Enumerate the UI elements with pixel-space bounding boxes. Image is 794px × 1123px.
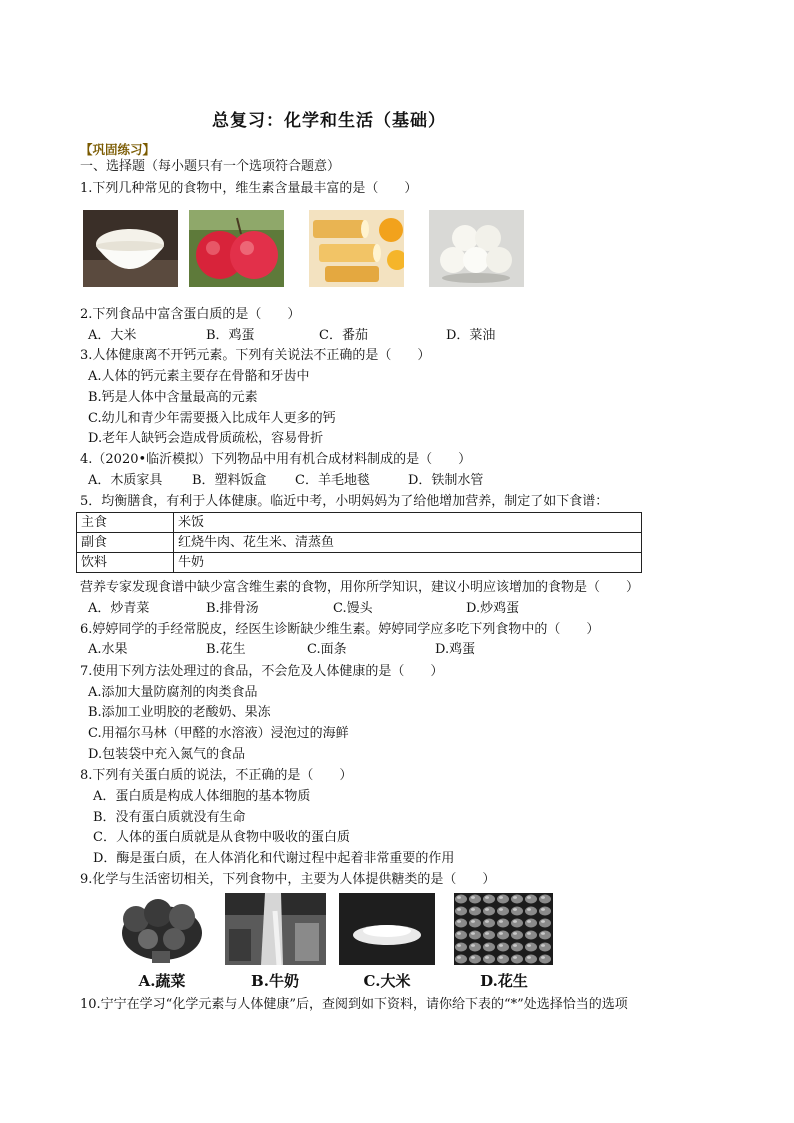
table-row xyxy=(77,513,642,533)
option-c: C．羊毛地毯 xyxy=(295,473,370,488)
option-d: D．铁制水管 xyxy=(408,473,484,488)
caption-d: D.花生 xyxy=(480,972,528,990)
question-1-stem: 1.下列几种常见的食物中，维生素含量最丰富的是（ ） xyxy=(80,181,418,196)
option-a: A．木质家具 xyxy=(88,473,163,488)
table-row xyxy=(77,533,642,553)
steamed-buns-image xyxy=(429,210,524,287)
rice-image xyxy=(339,893,435,965)
caption-c: C.大米 xyxy=(363,972,411,990)
question-8-option-a: A．蛋白质是构成人体细胞的基本物质 xyxy=(93,789,311,804)
question-4-stem: 4.（2020•临沂模拟）下列物品中用有机合成材料制成的是（ ） xyxy=(80,452,472,467)
question-2-stem: 2.下列食品中富含蛋白质的是（ ） xyxy=(80,307,301,322)
option-b: B.排骨汤 xyxy=(206,601,259,616)
section-heading: 一、选择题（每小题只有一个选项符合题意） xyxy=(80,159,341,174)
section-badge: 【巩固练习】 xyxy=(80,142,156,157)
question-3-stem: 3.人体健康离不开钙元素。下列有关说法不正确的是（ ） xyxy=(80,348,431,363)
option-b: B.花生 xyxy=(206,642,246,657)
question-3-option-b: B.钙是人体中含量最高的元素 xyxy=(88,390,258,405)
question-8-option-d: D．酶是蛋白质，在人体消化和代谢过程中起着非常重要的作用 xyxy=(93,851,455,866)
question-8-stem: 8.下列有关蛋白质的说法，不正确的是（ ） xyxy=(80,768,353,783)
table-cell-label: 副食 xyxy=(77,533,174,553)
rice-bowl-image xyxy=(83,210,178,287)
table-row xyxy=(77,553,642,573)
diet-table xyxy=(76,512,642,573)
option-d: D.炒鸡蛋 xyxy=(466,601,520,616)
question-3-option-a: A.人体的钙元素主要存在骨骼和牙齿中 xyxy=(88,369,310,384)
caption-a: A.蔬菜 xyxy=(138,972,186,990)
table-cell-value: 米饭 xyxy=(174,513,642,533)
question-5-options xyxy=(88,600,519,618)
option-c: C．番茄 xyxy=(319,328,368,343)
vegetables-image xyxy=(112,893,210,965)
question-7-option-c: C.用福尔马林（甲醛的水溶液）浸泡过的海鲜 xyxy=(88,726,349,741)
question-7-option-a: A.添加大量防腐剂的肉类食品 xyxy=(88,685,258,700)
cake-rolls-image xyxy=(309,210,404,287)
option-d: D．菜油 xyxy=(446,328,496,343)
question-7-stem: 7.使用下列方法处理过的食品，不会危及人体健康的是（ ） xyxy=(80,664,444,679)
question-3-option-d: D.老年人缺钙会造成骨质疏松，容易骨折 xyxy=(88,431,324,446)
table-cell-value: 红烧牛肉、花生米、清蒸鱼 xyxy=(174,533,642,553)
option-c: C.面条 xyxy=(307,642,347,657)
table-cell-value: 牛奶 xyxy=(174,553,642,573)
milk-image xyxy=(225,893,326,965)
question-6-stem: 6.婷婷同学的手经常脱皮，经医生诊断缺少维生素。婷婷同学应多吃下列食物中的（ ） xyxy=(80,622,600,637)
question-2-options xyxy=(88,327,495,345)
apples-image xyxy=(189,210,284,287)
table-cell-label: 饮料 xyxy=(77,553,174,573)
question-9-stem: 9.化学与生活密切相关，下列食物中，主要为人体提供糖类的是（ ） xyxy=(80,872,496,887)
peanuts-image xyxy=(454,893,553,965)
question-8-option-b: B．没有蛋白质就没有生命 xyxy=(93,810,246,825)
question-4-options xyxy=(88,472,483,490)
question-5-stem: 5．均衡膳食，有利于人体健康。临近中考，小明妈妈为了给他增加营养，制定了如下食谱： xyxy=(80,494,609,509)
table-cell-label: 主食 xyxy=(77,513,174,533)
option-a: A．炒青菜 xyxy=(88,601,150,616)
caption-b: B.牛奶 xyxy=(251,972,299,990)
option-b: B．鸡蛋 xyxy=(206,328,255,343)
page-title: 总复习：化学和生活（基础） xyxy=(212,111,446,131)
option-b: B．塑料饭盒 xyxy=(192,473,267,488)
question-7-option-d: D.包装袋中充入氮气的食品 xyxy=(88,747,246,762)
option-d: D.鸡蛋 xyxy=(435,642,476,657)
question-5-followup: 营养专家发现食谱中缺少富含维生素的食物，用你所学知识，建议小明应该增加的食物是（ ） xyxy=(80,580,640,595)
question-7-option-b: B.添加工业明胶的老酸奶、果冻 xyxy=(88,705,271,720)
question-8-option-c: C．人体的蛋白质就是从食物中吸收的蛋白质 xyxy=(93,830,350,845)
option-a: A．大米 xyxy=(88,328,137,343)
option-c: C.馒头 xyxy=(333,601,373,616)
question-6-options xyxy=(88,641,475,659)
question-10-stem: 10.宁宁在学习“化学元素与人体健康”后，查阅到如下资料，请你给下表的“*”处选择恰当的选项 xyxy=(80,997,628,1012)
question-3-option-c: C.幼儿和青少年需要摄入比成年人更多的钙 xyxy=(88,411,336,426)
option-a: A.水果 xyxy=(88,642,128,657)
